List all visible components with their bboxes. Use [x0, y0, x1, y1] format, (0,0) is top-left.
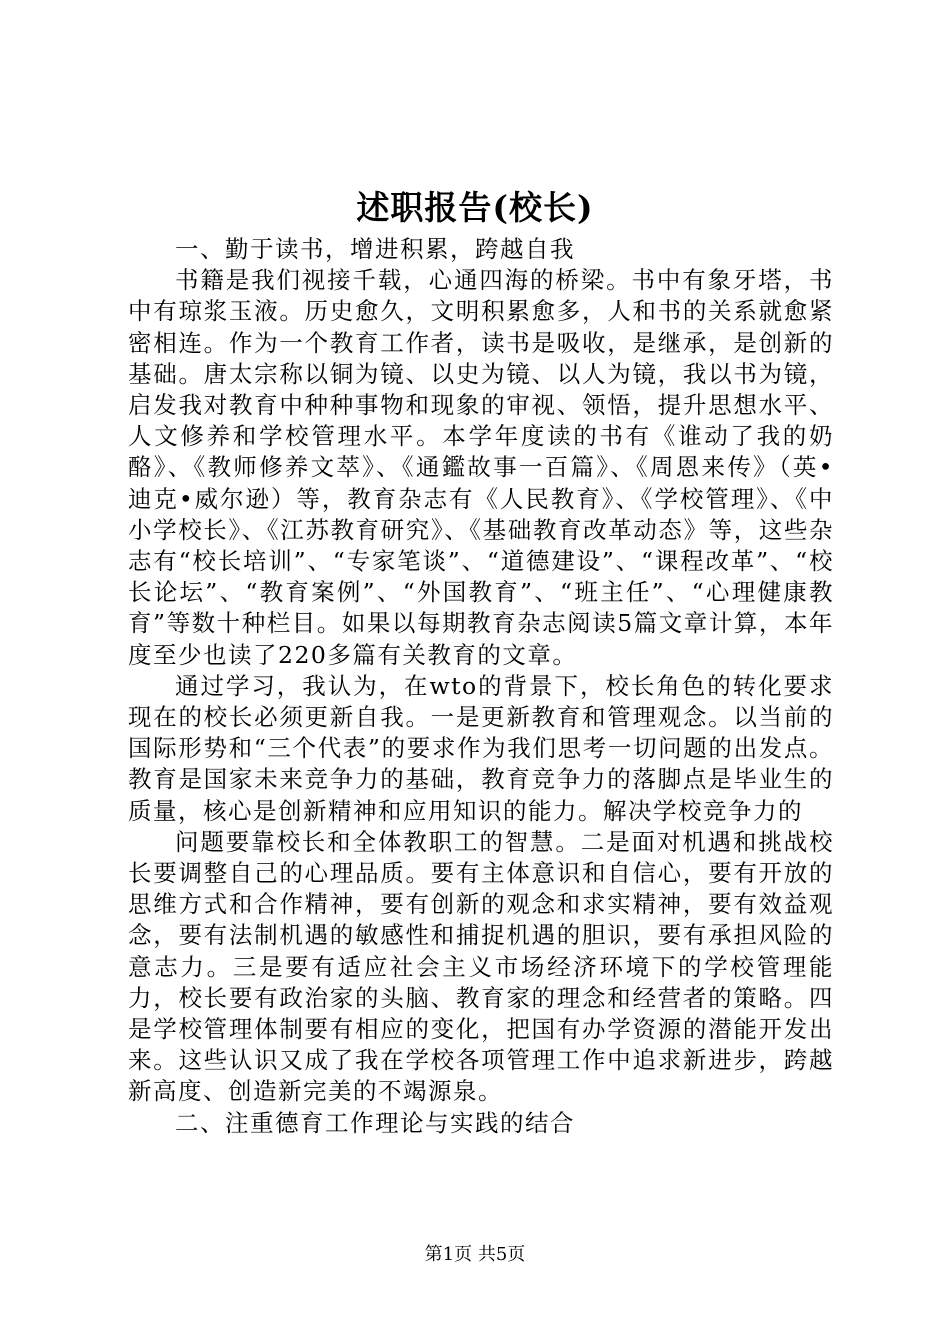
section-heading-1: 一、勤于读书，增进积累，跨越自我 — [175, 235, 575, 263]
document-body — [128, 234, 834, 1139]
paragraph-management: 问题要靠校长和全体教职工的智慧。二是面对机遇和挑战校长要调整自己的心理品质。要有主体意识和自信心，要有开放的思维方式和合作精神，要有创新的观念和求实精神，要有效益观念，要有法制机遇的敏感性和捕捉机遇的胆识，要有承担风险的意志力。三是要有适应社会主义市场经济环境下的学校管理能力，校长要有政治家的头脑、教育家的理念和经营者的策略。四是学校管理体制要有相应的变化，把国有办学资源的潜能开发出来。这些认识又成了我在学校各项管理工作中追求新进步，跨越新高度、创造新完美的不竭源泉。 — [128, 827, 834, 1106]
section-heading-2: 二、注重德育工作理论与实践的结合 — [175, 1108, 575, 1137]
paragraph-reading: 书籍是我们视接千载，心通四海的桥梁。书中有象牙塔，书中有琼浆玉液。历史愈久，文明积累愈多，人和书的关系就愈紧密相连。作为一个教育工作者，读书是吸收，是继承，是创新的基础。唐太宗称以铜为镜、以史为镜、以人为镜，我以书为镜，启发我对教育中种种事物和现象的审视、领悟，提升思想水平、人文修养和学校管理水平。本学年度读的书有《谁动了我的奶酪》、《教师修养文萃》、《通鑑故事一百篇》、《周恩来传》（英•迪克•威尔逊）等，教育杂志有《人民教育》、《学校管理》、《中小学校长》、《江苏教育研究》、《基础教育改革动态》等，这些杂志有“校长培训”、“专家笔谈”、“道德建设”、“课程改革”、“校长论坛”、“教育案例”、“外国教育”、“班主任”、“心理健康教育”等数十种栏目。如果以每期教育杂志阅读5篇文章计算，本年度至少也读了220多篇有关教育的文章。 — [128, 266, 834, 669]
page-footer: 第1页 共5页 — [424, 1244, 526, 1265]
document-title: 述职报告(校长) — [356, 188, 594, 227]
paragraph-learning: 通过学习，我认为，在wto的背景下，校长角色的转化要求现在的校长必须更新自我。一是更新教育和管理观念。以当前的国际形势和“三个代表”的要求作为我们思考一切问题的出发点。教育是国家未来竞争力的基础，教育竞争力的落脚点是毕业生的质量，核心是创新精神和应用知识的能力。解决学校竞争力的 — [128, 671, 834, 825]
